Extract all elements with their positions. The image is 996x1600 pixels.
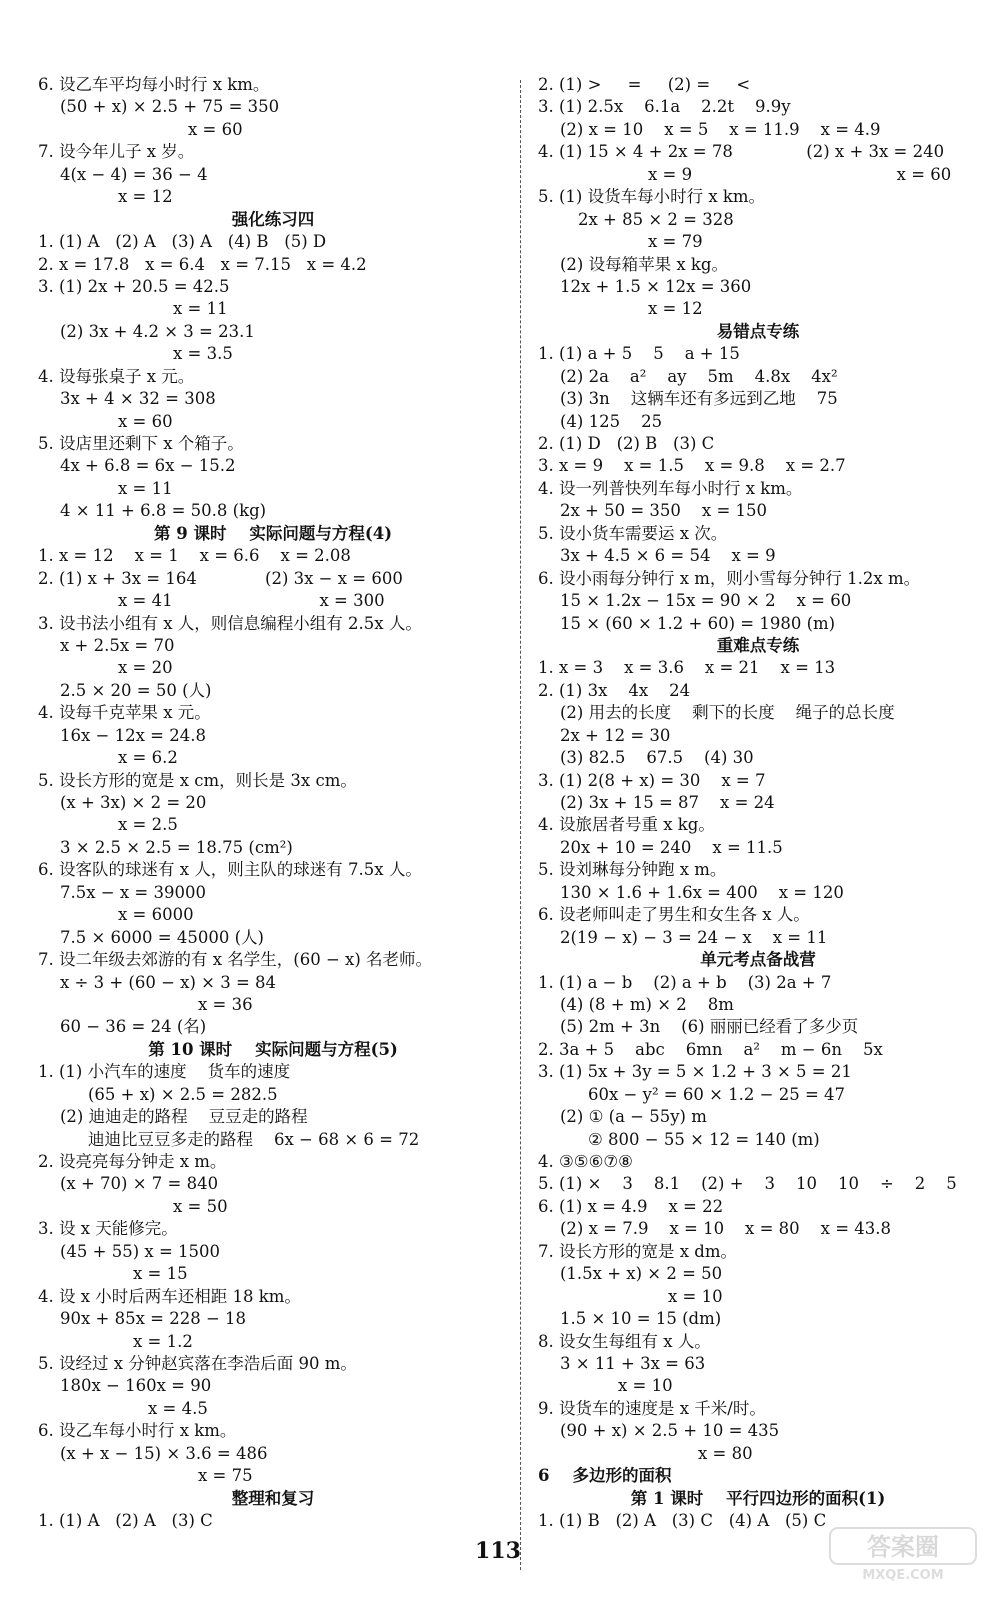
answer-line: x = 60 <box>188 119 243 139</box>
answer-line: 4. 设 x 小时后两车还相距 18 km。 <box>38 1286 301 1306</box>
left-column <box>38 74 508 1532</box>
answer-line: 6. 设老师叫走了男生和女生各 x 人。 <box>538 905 810 925</box>
answer-line: x = 11 <box>173 299 228 319</box>
answer-line: (2) 2a a² ay 5m 4.8x 4x² <box>560 366 838 386</box>
answer-line: 4. ③⑤⑥⑦⑧ <box>538 1152 633 1171</box>
answer-line: x = 10 <box>668 1286 723 1306</box>
answer-line: 2. (1) x + 3x = 164 (2) 3x − x = 600 <box>38 568 403 588</box>
answer-line: 15 × 1.2x − 15x = 90 × 2 x = 60 <box>560 591 852 611</box>
answer-line: 5. 设店里还剩下 x 个箱子。 <box>38 434 244 453</box>
answer-line: (2) 用去的长度 剩下的长度 绳子的总长度 <box>560 703 895 723</box>
answer-line: (2) 3x + 4.2 × 3 = 23.1 <box>60 321 255 341</box>
section-heading: 整理和复习 <box>231 1488 315 1508</box>
answer-line: x = 11 <box>118 478 173 498</box>
answer-line: 1. (1) A (2) A (3) A (4) B (5) D <box>38 232 327 252</box>
answer-line: x ÷ 3 + (60 − x) × 3 = 84 <box>60 972 277 992</box>
answer-line: (2) 设每箱苹果 x kg。 <box>560 254 728 274</box>
answer-line: 3. 设 x 天能修完。 <box>38 1219 178 1239</box>
answer-line: x = 20 <box>118 658 173 678</box>
answer-line: (2) x = 10 x = 5 x = 11.9 x = 4.9 <box>560 119 881 139</box>
answer-line: x = 12 <box>118 187 173 207</box>
section-heading: 第 9 课时 实际问题与方程(4) <box>153 523 393 543</box>
column-divider <box>520 80 522 1570</box>
answer-line: 4x + 6.8 = 6x − 15.2 <box>60 456 236 476</box>
answer-line: (65 + x) × 2.5 = 282.5 <box>88 1084 278 1104</box>
answer-line: 1.5 × 10 = 15 (dm) <box>560 1309 722 1329</box>
answer-line: (2) ① (a − 55y) m <box>560 1107 707 1127</box>
answer-line: 4 × 11 + 6.8 = 50.8 (kg) <box>60 501 267 521</box>
answer-line: x = 50 <box>173 1196 228 1216</box>
answer-line: (1.5x + x) × 2 = 50 <box>560 1264 723 1284</box>
answer-line: x = 2.5 <box>118 815 178 835</box>
answer-line: 3x + 4 × 32 = 308 <box>60 389 216 409</box>
answer-line: 60 − 36 = 24 (名) <box>60 1017 207 1037</box>
answer-line: (4) 125 25 <box>560 411 663 431</box>
section-heading: 单元考点备战营 <box>700 950 816 970</box>
watermark-logo <box>828 1524 978 1582</box>
answer-line: 4. 设每千克苹果 x 元。 <box>38 703 211 723</box>
answer-line: 2. 设亮亮每分钟走 x m。 <box>38 1152 227 1171</box>
answer-line: 3. x = 9 x = 1.5 x = 9.8 x = 2.7 <box>538 456 846 476</box>
section-heading: 易错点专练 <box>716 321 800 341</box>
answer-line: x = 79 <box>648 232 703 252</box>
answer-line: 5. 设经过 x 分钟赵宾落在李浩后面 90 m。 <box>38 1353 357 1373</box>
page-number: 113 <box>475 1538 521 1564</box>
answer-line: (90 + x) × 2.5 + 10 = 435 <box>560 1421 780 1441</box>
answer-line: 5. 设小货车需要运 x 次。 <box>538 523 728 543</box>
answer-line: 1. (1) a + 5 5 a + 15 <box>538 344 740 364</box>
answer-line: 90x + 85x = 228 − 18 <box>60 1309 247 1329</box>
answer-line: x = 6000 <box>118 905 194 925</box>
answer-line: 2x + 50 = 350 x = 150 <box>560 501 768 521</box>
section-heading: 重难点专练 <box>716 635 800 655</box>
answer-line: ② 800 − 55 × 12 = 140 (m) <box>588 1129 820 1149</box>
answer-line: 2x + 85 × 2 = 328 <box>578 209 734 229</box>
answer-line: x = 75 <box>198 1466 253 1486</box>
answer-line: (2) 迪迪走的路程 豆豆走的路程 <box>60 1107 308 1127</box>
answer-line: 迪迪比豆豆多走的路程 6x − 68 × 6 = 72 <box>88 1129 420 1149</box>
answer-line: (50 + x) × 2.5 + 75 = 350 <box>60 97 280 117</box>
answer-line: (4) (8 + m) × 2 8m <box>560 994 734 1014</box>
answer-line: 4. 设每张桌子 x 元。 <box>38 366 195 386</box>
answer-line: 2. x = 17.8 x = 6.4 x = 7.15 x = 4.2 <box>38 254 367 274</box>
answer-line: x = 6.2 <box>118 748 178 768</box>
answer-line: 1. x = 12 x = 1 x = 6.6 x = 2.08 <box>38 546 351 566</box>
answer-line: x = 15 <box>133 1264 188 1284</box>
answer-line: 4. 设旅居者号重 x kg。 <box>538 815 715 835</box>
answer-line: (x + 70) × 7 = 840 <box>60 1174 219 1194</box>
right-column <box>538 74 978 1532</box>
answer-line: 8. 设女生每组有 x 人。 <box>538 1331 711 1351</box>
answer-line: 4. 设一列普快列车每小时行 x km。 <box>538 478 803 498</box>
answer-line: 1. (1) A (2) A (3) C <box>38 1511 213 1530</box>
answer-line: 4. (1) 15 × 4 + 2x = 78 (2) x + 3x = 240 <box>538 142 945 162</box>
section-heading: 第 1 课时 平行四边形的面积(1) <box>630 1488 886 1508</box>
watermark-sub: MXQE.COM <box>862 1568 944 1582</box>
answer-line: (45 + 55) x = 1500 <box>60 1241 221 1261</box>
answer-line: 5. 设刘琳每分钟跑 x m。 <box>538 860 727 880</box>
answer-line: (2) x = 7.9 x = 10 x = 80 x = 43.8 <box>560 1219 892 1239</box>
answer-line: (x + 3x) × 2 = 20 <box>60 793 207 812</box>
answer-line: x = 41 x = 300 <box>118 591 385 611</box>
answer-line: 6. (1) x = 4.9 x = 22 <box>538 1196 724 1216</box>
answer-line: 2.5 × 20 = 50 (人) <box>60 680 212 700</box>
section-heading: 第 10 课时 实际问题与方程(5) <box>148 1039 398 1059</box>
answer-line: (5) 2m + 3n (6) 丽丽已经看了多少页 <box>560 1017 859 1037</box>
answer-line: 9. 设货车的速度是 x 千米/时。 <box>538 1398 766 1418</box>
answer-line: 2. 3a + 5 abc 6mn a² m − 6n 5x <box>538 1039 883 1059</box>
answer-line: 7.5 × 6000 = 45000 (人) <box>60 927 264 947</box>
answer-line: 15 × (60 × 1.2 + 60) = 1980 (m) <box>560 613 836 633</box>
answer-line: x = 1.2 <box>133 1331 193 1351</box>
answer-line: 60x − y² = 60 × 1.2 − 25 = 47 <box>588 1084 846 1104</box>
answer-line: 2x + 12 = 30 <box>560 725 671 745</box>
answer-line: 1. (1) a − b (2) a + b (3) 2a + 7 <box>538 972 832 992</box>
answer-line: 1. (1) 小汽车的速度 货车的速度 <box>38 1062 291 1082</box>
answer-line: 2(19 − x) − 3 = 24 − x x = 11 <box>560 927 828 947</box>
answer-line: 5. (1) 设货车每小时行 x km。 <box>538 187 766 207</box>
answer-line: 6. 设乙车平均每小时行 x km。 <box>38 75 270 94</box>
answer-line: x = 36 <box>198 994 253 1014</box>
answer-line: 3. (1) 2(8 + x) = 30 x = 7 <box>538 770 766 790</box>
answer-line: 130 × 1.6 + 1.6x = 400 x = 120 <box>560 882 844 902</box>
answer-line: 3 × 11 + 3x = 63 <box>560 1353 706 1373</box>
answer-line: 7. 设长方形的宽是 x dm。 <box>538 1241 737 1261</box>
answer-line: 3. (1) 2.5x 6.1a 2.2t 9.9y <box>538 97 791 117</box>
answer-line: x = 12 <box>648 299 703 319</box>
answer-line: 7. 设今年儿子 x 岁。 <box>38 142 195 162</box>
answer-line: 180x − 160x = 90 <box>60 1376 212 1396</box>
answer-line: 20x + 10 = 240 x = 11.5 <box>560 837 783 857</box>
answer-line: x = 9 x = 60 <box>648 164 952 184</box>
answer-line: 3. 设书法小组有 x 人，则信息编程小组有 2.5x 人。 <box>38 613 422 633</box>
answer-line: 6. 设小雨每分钟行 x m，则小雪每分钟行 1.2x m。 <box>538 568 921 588</box>
answer-line: x = 60 <box>118 411 173 431</box>
answer-line: (3) 82.5 67.5 (4) 30 <box>560 748 754 768</box>
answer-line: 3 × 2.5 × 2.5 = 18.75 (cm²) <box>60 837 293 857</box>
answer-line: 5. (1) × 3 8.1 (2) + 3 10 10 ÷ 2 5 <box>538 1174 957 1194</box>
answer-line: 2. (1) > = (2) = < <box>538 75 751 94</box>
answer-line: x = 3.5 <box>173 344 233 364</box>
answer-line: 3x + 4.5 × 6 = 54 x = 9 <box>560 546 776 566</box>
answer-line: 3. (1) 2x + 20.5 = 42.5 <box>38 276 230 296</box>
answer-line: 7.5x − x = 39000 <box>60 882 206 902</box>
watermark-text: 答案圈 <box>867 1533 939 1561</box>
answer-line: 6. 设乙车每小时行 x km。 <box>38 1421 237 1441</box>
section-heading: 强化练习四 <box>231 209 315 229</box>
answer-line: x = 80 <box>698 1443 753 1463</box>
answer-line: 6. 设客队的球迷有 x 人，则主队的球迷有 7.5x 人。 <box>38 860 422 880</box>
answer-line: 2. (1) 3x 4x 24 <box>538 680 691 700</box>
answer-line: (2) 3x + 15 = 87 x = 24 <box>560 793 775 812</box>
answer-line: 7. 设二年级去郊游的有 x 名学生，(60 − x) 名老师。 <box>38 950 433 970</box>
answer-line: x + 2.5x = 70 <box>60 635 175 655</box>
answer-line: 16x − 12x = 24.8 <box>60 725 206 745</box>
answer-line: (x + x − 15) × 3.6 = 486 <box>60 1443 268 1463</box>
answer-line: 12x + 1.5 × 12x = 360 <box>560 276 752 296</box>
answer-line: 3. (1) 5x + 3y = 5 × 1.2 + 3 × 5 = 21 <box>538 1062 852 1082</box>
answer-line: 5. 设长方形的宽是 x cm，则长是 3x cm。 <box>38 770 357 790</box>
answer-line: x = 10 <box>618 1376 673 1396</box>
answer-line: 2. (1) D (2) B (3) C <box>538 434 715 453</box>
answer-line: 1. x = 3 x = 3.6 x = 21 x = 13 <box>538 658 836 678</box>
answer-line: x = 4.5 <box>148 1398 208 1418</box>
answer-line: 4(x − 4) = 36 − 4 <box>60 164 208 184</box>
answer-line: 1. (1) B (2) A (3) C (4) A (5) C <box>538 1511 827 1530</box>
section-heading: 6 多边形的面积 <box>538 1466 672 1486</box>
answer-line: (3) 3n 这辆车还有多远到乙地 75 <box>560 389 838 409</box>
